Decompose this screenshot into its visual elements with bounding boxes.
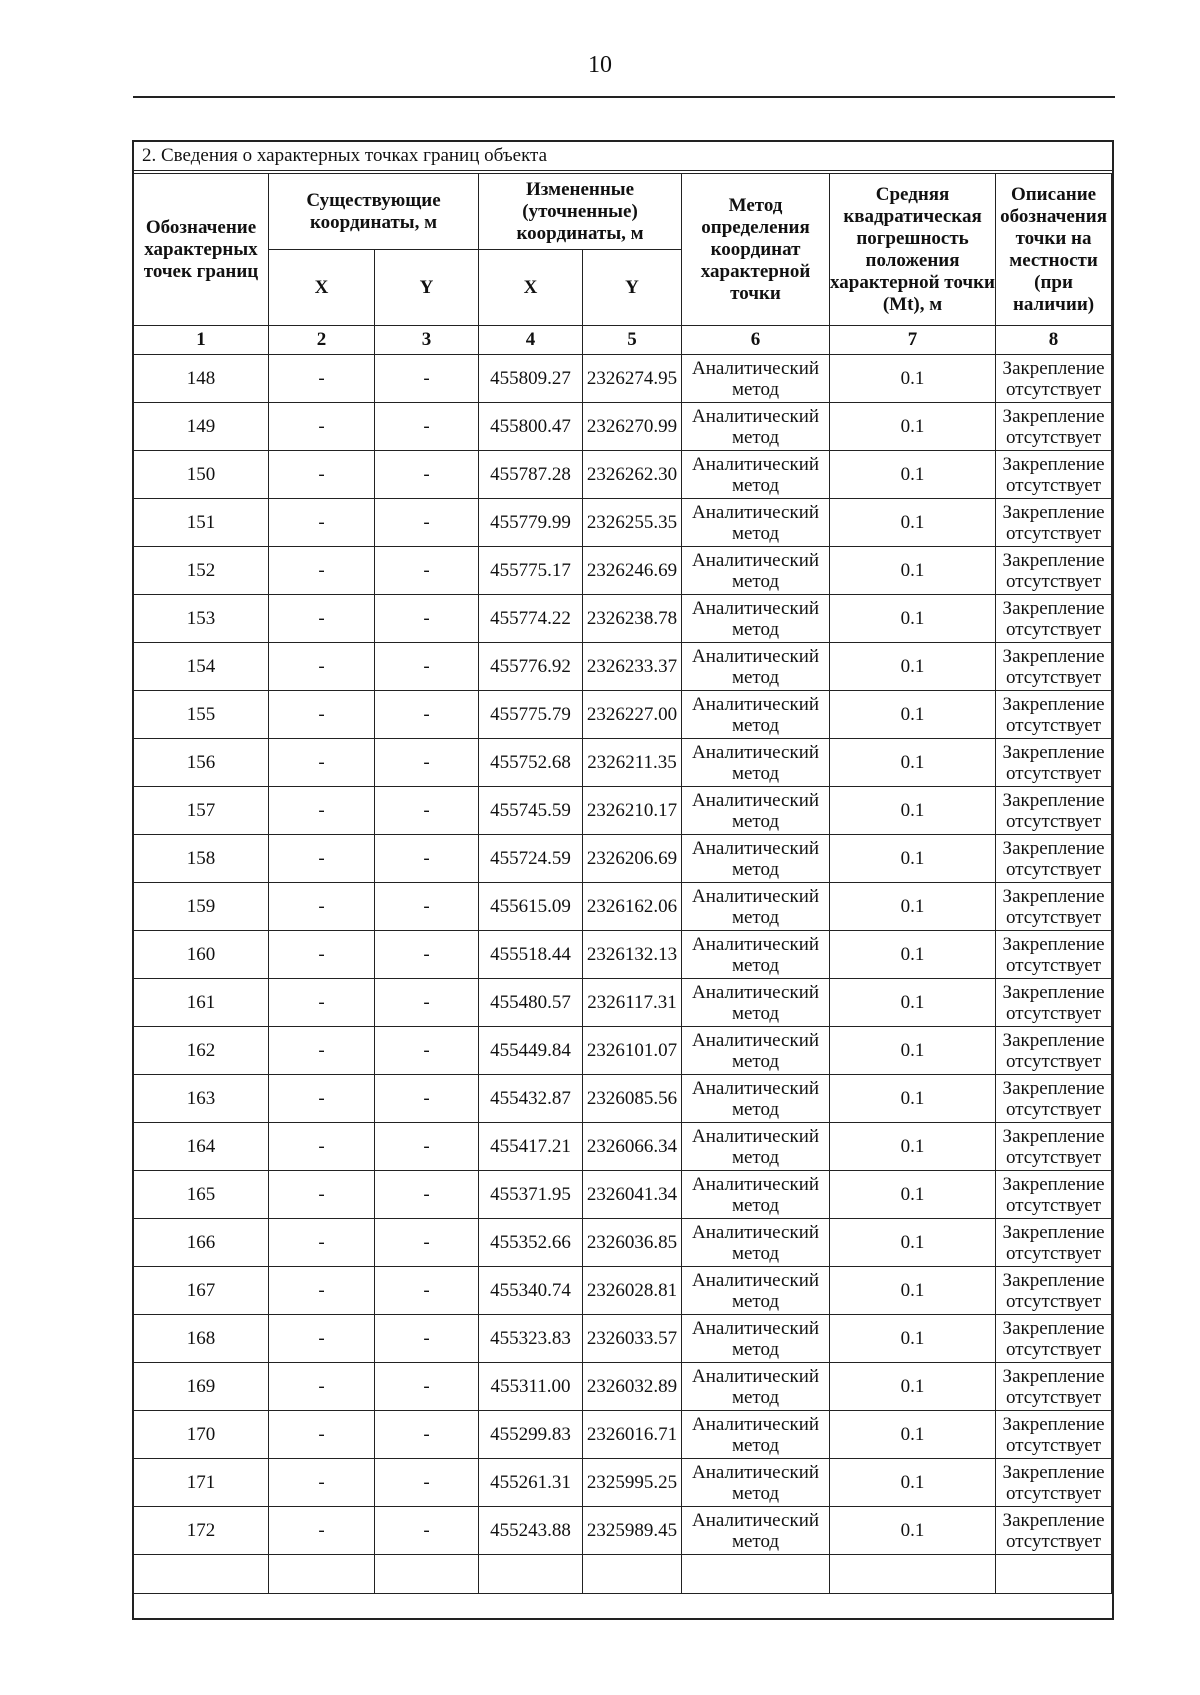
table-row xyxy=(134,787,1112,835)
method-cell: Аналитический метод xyxy=(682,739,830,787)
column-number: 7 xyxy=(830,326,996,355)
empty-cell xyxy=(479,1555,583,1594)
changed-y-cell: 2325995.25 xyxy=(583,1459,682,1507)
description-cell: Закрепление отсутствует xyxy=(996,1507,1112,1555)
description-cell: Закрепление отсутствует xyxy=(996,1459,1112,1507)
method-cell: Аналитический метод xyxy=(682,787,830,835)
description-cell: Закрепление отсутствует xyxy=(996,547,1112,595)
existing-y-cell: - xyxy=(375,1507,479,1555)
existing-y-cell: - xyxy=(375,1363,479,1411)
description-cell: Закрепление отсутствует xyxy=(996,1171,1112,1219)
existing-x-cell: - xyxy=(269,787,375,835)
method-cell: Аналитический метод xyxy=(682,1219,830,1267)
changed-y-cell: 2326036.85 xyxy=(583,1219,682,1267)
table-row xyxy=(134,739,1112,787)
existing-y-cell: - xyxy=(375,355,479,403)
changed-y-cell: 2326211.35 xyxy=(583,739,682,787)
column-number: 3 xyxy=(375,326,479,355)
point-id-cell: 159 xyxy=(134,883,269,931)
existing-x-cell: - xyxy=(269,451,375,499)
empty-cell xyxy=(375,1555,479,1594)
table-row xyxy=(134,595,1112,643)
point-id-cell: 168 xyxy=(134,1315,269,1363)
method-cell: Аналитический метод xyxy=(682,1411,830,1459)
existing-y-cell: - xyxy=(375,1459,479,1507)
changed-y-cell: 2326016.71 xyxy=(583,1411,682,1459)
column-number: 2 xyxy=(269,326,375,355)
header-method: Метод определения координат характерной точки xyxy=(682,174,830,326)
method-cell: Аналитический метод xyxy=(682,499,830,547)
header-existing-x: X xyxy=(269,250,375,326)
error-cell: 0.1 xyxy=(830,643,996,691)
changed-x-cell: 455261.31 xyxy=(479,1459,583,1507)
changed-y-cell: 2325989.45 xyxy=(583,1507,682,1555)
error-cell: 0.1 xyxy=(830,835,996,883)
description-cell: Закрепление отсутствует xyxy=(996,403,1112,451)
changed-x-cell: 455311.00 xyxy=(479,1363,583,1411)
changed-x-cell: 455787.28 xyxy=(479,451,583,499)
existing-y-cell: - xyxy=(375,1171,479,1219)
table-row xyxy=(134,835,1112,883)
boundary-points-table xyxy=(133,173,1112,1594)
header-changed-coordinates: Измененные (уточненные) координаты, м xyxy=(479,174,682,250)
empty-cell xyxy=(996,1555,1112,1594)
changed-x-cell: 455323.83 xyxy=(479,1315,583,1363)
error-cell: 0.1 xyxy=(830,691,996,739)
changed-x-cell: 455432.87 xyxy=(479,1075,583,1123)
existing-x-cell: - xyxy=(269,1075,375,1123)
existing-x-cell: - xyxy=(269,1267,375,1315)
empty-row xyxy=(134,1555,1112,1594)
existing-x-cell: - xyxy=(269,835,375,883)
point-id-cell: 171 xyxy=(134,1459,269,1507)
changed-x-cell: 455299.83 xyxy=(479,1411,583,1459)
changed-y-cell: 2326210.17 xyxy=(583,787,682,835)
table-row xyxy=(134,979,1112,1027)
point-id-cell: 156 xyxy=(134,739,269,787)
table-row xyxy=(134,931,1112,979)
point-id-cell: 153 xyxy=(134,595,269,643)
error-cell: 0.1 xyxy=(830,739,996,787)
existing-y-cell: - xyxy=(375,499,479,547)
point-id-cell: 165 xyxy=(134,1171,269,1219)
changed-y-cell: 2326233.37 xyxy=(583,643,682,691)
column-number: 5 xyxy=(583,326,682,355)
changed-x-cell: 455779.99 xyxy=(479,499,583,547)
description-cell: Закрепление отсутствует xyxy=(996,355,1112,403)
header-description: Описание обозначения точки на местности (при наличии) xyxy=(996,174,1112,326)
error-cell: 0.1 xyxy=(830,787,996,835)
table-row xyxy=(134,1267,1112,1315)
point-id-cell: 166 xyxy=(134,1219,269,1267)
column-number: 6 xyxy=(682,326,830,355)
table-row xyxy=(134,1507,1112,1555)
changed-x-cell: 455774.22 xyxy=(479,595,583,643)
table-row xyxy=(134,1075,1112,1123)
column-number-row xyxy=(134,326,1112,355)
header-existing-coordinates: Существующие координаты, м xyxy=(269,174,479,250)
existing-x-cell: - xyxy=(269,1459,375,1507)
existing-y-cell: - xyxy=(375,931,479,979)
existing-x-cell: - xyxy=(269,1219,375,1267)
column-number: 8 xyxy=(996,326,1112,355)
method-cell: Аналитический метод xyxy=(682,595,830,643)
method-cell: Аналитический метод xyxy=(682,691,830,739)
point-id-cell: 155 xyxy=(134,691,269,739)
header-existing-y: Y xyxy=(375,250,479,326)
method-cell: Аналитический метод xyxy=(682,355,830,403)
changed-x-cell: 455775.79 xyxy=(479,691,583,739)
point-id-cell: 170 xyxy=(134,1411,269,1459)
column-number: 4 xyxy=(479,326,583,355)
changed-y-cell: 2326246.69 xyxy=(583,547,682,595)
existing-y-cell: - xyxy=(375,883,479,931)
existing-x-cell: - xyxy=(269,931,375,979)
point-id-cell: 148 xyxy=(134,355,269,403)
existing-y-cell: - xyxy=(375,403,479,451)
method-cell: Аналитический метод xyxy=(682,403,830,451)
existing-y-cell: - xyxy=(375,1075,479,1123)
error-cell: 0.1 xyxy=(830,1171,996,1219)
table-row xyxy=(134,1363,1112,1411)
method-cell: Аналитический метод xyxy=(682,1267,830,1315)
method-cell: Аналитический метод xyxy=(682,1315,830,1363)
description-cell: Закрепление отсутствует xyxy=(996,883,1112,931)
error-cell: 0.1 xyxy=(830,451,996,499)
table-body xyxy=(134,355,1112,1594)
existing-x-cell: - xyxy=(269,1171,375,1219)
existing-x-cell: - xyxy=(269,595,375,643)
existing-x-cell: - xyxy=(269,1363,375,1411)
changed-y-cell: 2326117.31 xyxy=(583,979,682,1027)
changed-x-cell: 455752.68 xyxy=(479,739,583,787)
changed-y-cell: 2326262.30 xyxy=(583,451,682,499)
error-cell: 0.1 xyxy=(830,499,996,547)
existing-y-cell: - xyxy=(375,1315,479,1363)
changed-x-cell: 455371.95 xyxy=(479,1171,583,1219)
method-cell: Аналитический метод xyxy=(682,1075,830,1123)
error-cell: 0.1 xyxy=(830,931,996,979)
header-rule xyxy=(133,96,1115,98)
error-cell: 0.1 xyxy=(830,355,996,403)
changed-y-cell: 2326162.06 xyxy=(583,883,682,931)
description-cell: Закрепление отсутствует xyxy=(996,1363,1112,1411)
changed-x-cell: 455340.74 xyxy=(479,1267,583,1315)
empty-cell xyxy=(583,1555,682,1594)
point-id-cell: 162 xyxy=(134,1027,269,1075)
existing-y-cell: - xyxy=(375,643,479,691)
existing-y-cell: - xyxy=(375,547,479,595)
method-cell: Аналитический метод xyxy=(682,1507,830,1555)
description-cell: Закрепление отсутствует xyxy=(996,931,1112,979)
table-row xyxy=(134,1315,1112,1363)
description-cell: Закрепление отсутствует xyxy=(996,1219,1112,1267)
point-id-cell: 160 xyxy=(134,931,269,979)
table-row xyxy=(134,1459,1112,1507)
point-id-cell: 150 xyxy=(134,451,269,499)
table-row xyxy=(134,355,1112,403)
description-cell: Закрепление отсутствует xyxy=(996,1123,1112,1171)
existing-x-cell: - xyxy=(269,1123,375,1171)
method-cell: Аналитический метод xyxy=(682,1459,830,1507)
point-id-cell: 149 xyxy=(134,403,269,451)
header-point-designation: Обозначение характерных точек границ xyxy=(134,174,269,326)
existing-y-cell: - xyxy=(375,1027,479,1075)
empty-cell xyxy=(830,1555,996,1594)
section-title-bar xyxy=(134,142,1112,171)
section-title: 2. Сведения о характерных точках границ объекта xyxy=(142,145,548,166)
header-changed-y: Y xyxy=(583,250,682,326)
changed-x-cell: 455615.09 xyxy=(479,883,583,931)
existing-x-cell: - xyxy=(269,1027,375,1075)
table-row xyxy=(134,499,1112,547)
existing-x-cell: - xyxy=(269,1315,375,1363)
changed-y-cell: 2326238.78 xyxy=(583,595,682,643)
existing-y-cell: - xyxy=(375,979,479,1027)
error-cell: 0.1 xyxy=(830,1315,996,1363)
changed-y-cell: 2326270.99 xyxy=(583,403,682,451)
method-cell: Аналитический метод xyxy=(682,835,830,883)
table-row xyxy=(134,451,1112,499)
method-cell: Аналитический метод xyxy=(682,1027,830,1075)
existing-x-cell: - xyxy=(269,499,375,547)
method-cell: Аналитический метод xyxy=(682,1171,830,1219)
changed-x-cell: 455480.57 xyxy=(479,979,583,1027)
table-row xyxy=(134,643,1112,691)
point-id-cell: 158 xyxy=(134,835,269,883)
existing-x-cell: - xyxy=(269,403,375,451)
changed-y-cell: 2326227.00 xyxy=(583,691,682,739)
point-id-cell: 164 xyxy=(134,1123,269,1171)
description-cell: Закрепление отсутствует xyxy=(996,1075,1112,1123)
error-cell: 0.1 xyxy=(830,1267,996,1315)
description-cell: Закрепление отсутствует xyxy=(996,691,1112,739)
existing-y-cell: - xyxy=(375,1411,479,1459)
existing-x-cell: - xyxy=(269,355,375,403)
method-cell: Аналитический метод xyxy=(682,1123,830,1171)
existing-y-cell: - xyxy=(375,691,479,739)
table-row xyxy=(134,1171,1112,1219)
changed-y-cell: 2326028.81 xyxy=(583,1267,682,1315)
existing-x-cell: - xyxy=(269,739,375,787)
changed-x-cell: 455776.92 xyxy=(479,643,583,691)
description-cell: Закрепление отсутствует xyxy=(996,739,1112,787)
point-id-cell: 152 xyxy=(134,547,269,595)
description-cell: Закрепление отсутствует xyxy=(996,451,1112,499)
table-row xyxy=(134,1027,1112,1075)
error-cell: 0.1 xyxy=(830,1027,996,1075)
changed-y-cell: 2326085.56 xyxy=(583,1075,682,1123)
error-cell: 0.1 xyxy=(830,1219,996,1267)
changed-y-cell: 2326255.35 xyxy=(583,499,682,547)
existing-y-cell: - xyxy=(375,1219,479,1267)
changed-x-cell: 455518.44 xyxy=(479,931,583,979)
description-cell: Закрепление отсутствует xyxy=(996,979,1112,1027)
changed-x-cell: 455800.47 xyxy=(479,403,583,451)
error-cell: 0.1 xyxy=(830,1075,996,1123)
existing-y-cell: - xyxy=(375,595,479,643)
changed-x-cell: 455352.66 xyxy=(479,1219,583,1267)
existing-x-cell: - xyxy=(269,1507,375,1555)
point-id-cell: 151 xyxy=(134,499,269,547)
table-row xyxy=(134,883,1112,931)
changed-x-cell: 455775.17 xyxy=(479,547,583,595)
error-cell: 0.1 xyxy=(830,883,996,931)
point-id-cell: 163 xyxy=(134,1075,269,1123)
method-cell: Аналитический метод xyxy=(682,547,830,595)
description-cell: Закрепление отсутствует xyxy=(996,1027,1112,1075)
existing-y-cell: - xyxy=(375,451,479,499)
changed-y-cell: 2326032.89 xyxy=(583,1363,682,1411)
changed-y-cell: 2326206.69 xyxy=(583,835,682,883)
changed-x-cell: 455745.59 xyxy=(479,787,583,835)
error-cell: 0.1 xyxy=(830,1411,996,1459)
existing-y-cell: - xyxy=(375,835,479,883)
empty-cell xyxy=(134,1555,269,1594)
existing-x-cell: - xyxy=(269,1411,375,1459)
point-id-cell: 167 xyxy=(134,1267,269,1315)
method-cell: Аналитический метод xyxy=(682,979,830,1027)
description-cell: Закрепление отсутствует xyxy=(996,1411,1112,1459)
point-id-cell: 154 xyxy=(134,643,269,691)
header-error: Средняя квадратическая погрешность положения характерной точки (Mt), м xyxy=(830,174,996,326)
table-row xyxy=(134,403,1112,451)
description-cell: Закрепление отсутствует xyxy=(996,595,1112,643)
changed-y-cell: 2326274.95 xyxy=(583,355,682,403)
error-cell: 0.1 xyxy=(830,1363,996,1411)
existing-y-cell: - xyxy=(375,739,479,787)
description-cell: Закрепление отсутствует xyxy=(996,499,1112,547)
existing-x-cell: - xyxy=(269,883,375,931)
existing-y-cell: - xyxy=(375,1123,479,1171)
error-cell: 0.1 xyxy=(830,547,996,595)
header-changed-x: X xyxy=(479,250,583,326)
point-id-cell: 172 xyxy=(134,1507,269,1555)
existing-x-cell: - xyxy=(269,979,375,1027)
description-cell: Закрепление отсутствует xyxy=(996,835,1112,883)
existing-x-cell: - xyxy=(269,643,375,691)
description-cell: Закрепление отсутствует xyxy=(996,1315,1112,1363)
changed-y-cell: 2326101.07 xyxy=(583,1027,682,1075)
method-cell: Аналитический метод xyxy=(682,451,830,499)
changed-x-cell: 455809.27 xyxy=(479,355,583,403)
error-cell: 0.1 xyxy=(830,979,996,1027)
page-number: 10 xyxy=(588,52,612,78)
changed-x-cell: 455449.84 xyxy=(479,1027,583,1075)
changed-y-cell: 2326033.57 xyxy=(583,1315,682,1363)
table-row xyxy=(134,1123,1112,1171)
method-cell: Аналитический метод xyxy=(682,643,830,691)
existing-y-cell: - xyxy=(375,787,479,835)
table-row xyxy=(134,547,1112,595)
existing-y-cell: - xyxy=(375,1267,479,1315)
empty-cell xyxy=(682,1555,830,1594)
method-cell: Аналитический метод xyxy=(682,883,830,931)
point-id-cell: 157 xyxy=(134,787,269,835)
error-cell: 0.1 xyxy=(830,1507,996,1555)
column-number: 1 xyxy=(134,326,269,355)
table-row xyxy=(134,691,1112,739)
method-cell: Аналитический метод xyxy=(682,1363,830,1411)
table-row xyxy=(134,1411,1112,1459)
point-id-cell: 161 xyxy=(134,979,269,1027)
changed-y-cell: 2326066.34 xyxy=(583,1123,682,1171)
existing-x-cell: - xyxy=(269,547,375,595)
method-cell: Аналитический метод xyxy=(682,931,830,979)
description-cell: Закрепление отсутствует xyxy=(996,643,1112,691)
error-cell: 0.1 xyxy=(830,1459,996,1507)
error-cell: 0.1 xyxy=(830,403,996,451)
description-cell: Закрепление отсутствует xyxy=(996,787,1112,835)
changed-y-cell: 2326132.13 xyxy=(583,931,682,979)
changed-x-cell: 455243.88 xyxy=(479,1507,583,1555)
empty-cell xyxy=(269,1555,375,1594)
existing-x-cell: - xyxy=(269,691,375,739)
error-cell: 0.1 xyxy=(830,595,996,643)
description-cell: Закрепление отсутствует xyxy=(996,1267,1112,1315)
point-id-cell: 169 xyxy=(134,1363,269,1411)
changed-x-cell: 455417.21 xyxy=(479,1123,583,1171)
table-row xyxy=(134,1219,1112,1267)
changed-y-cell: 2326041.34 xyxy=(583,1171,682,1219)
changed-x-cell: 455724.59 xyxy=(479,835,583,883)
error-cell: 0.1 xyxy=(830,1123,996,1171)
